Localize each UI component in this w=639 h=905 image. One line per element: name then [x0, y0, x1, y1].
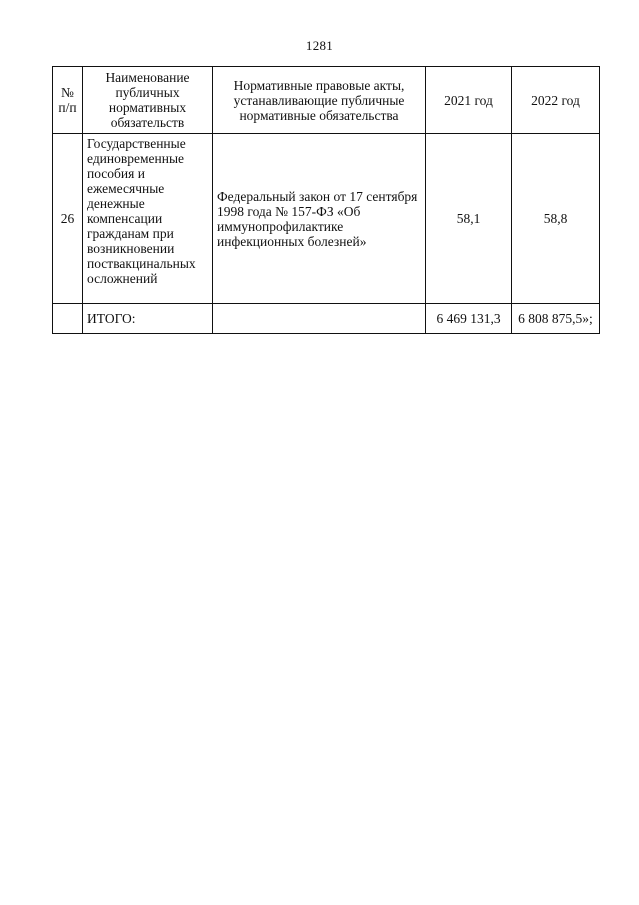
row-obligation-name: Государственные единовременные пособия и ежемесячные денежные компенсации гражданам при возникновении поствакцинальных осложнений	[83, 134, 213, 304]
row-num: 26	[53, 134, 83, 304]
table-total-row	[53, 304, 600, 334]
header-year-2021-label: 2021 год	[444, 92, 493, 108]
header-acts-label: Нормативные правовые акты, устанавливающие публичные нормативные обязательства	[233, 77, 405, 123]
header-name-label: Наименование публичных нормативных обязательств	[105, 70, 190, 130]
row-value-2022: 58,8	[512, 134, 600, 304]
row-legal-acts: Федеральный закон от 17 сентября 1998 года № 157-ФЗ «Об иммунопрофилактике инфекционных болезней»	[213, 134, 426, 304]
table-row	[53, 134, 600, 304]
header-year-2022	[512, 67, 600, 134]
header-year-2021	[426, 67, 512, 134]
total-value-2022: 6 808 875,5»;	[512, 304, 600, 334]
total-acts-empty	[213, 304, 426, 334]
obligations-table	[52, 66, 600, 334]
total-label: ИТОГО:	[83, 304, 213, 334]
row-value-2021: 58,1	[426, 134, 512, 304]
header-num-label: № п/п	[58, 85, 77, 115]
total-num-empty	[53, 304, 83, 334]
header-num	[53, 67, 83, 134]
header-year-2022-label: 2022 год	[531, 92, 580, 108]
header-name	[83, 67, 213, 134]
page-number: 1281	[305, 38, 334, 53]
header-acts	[213, 67, 426, 134]
total-value-2021: 6 469 131,3	[426, 304, 512, 334]
table-header-row	[53, 67, 600, 134]
